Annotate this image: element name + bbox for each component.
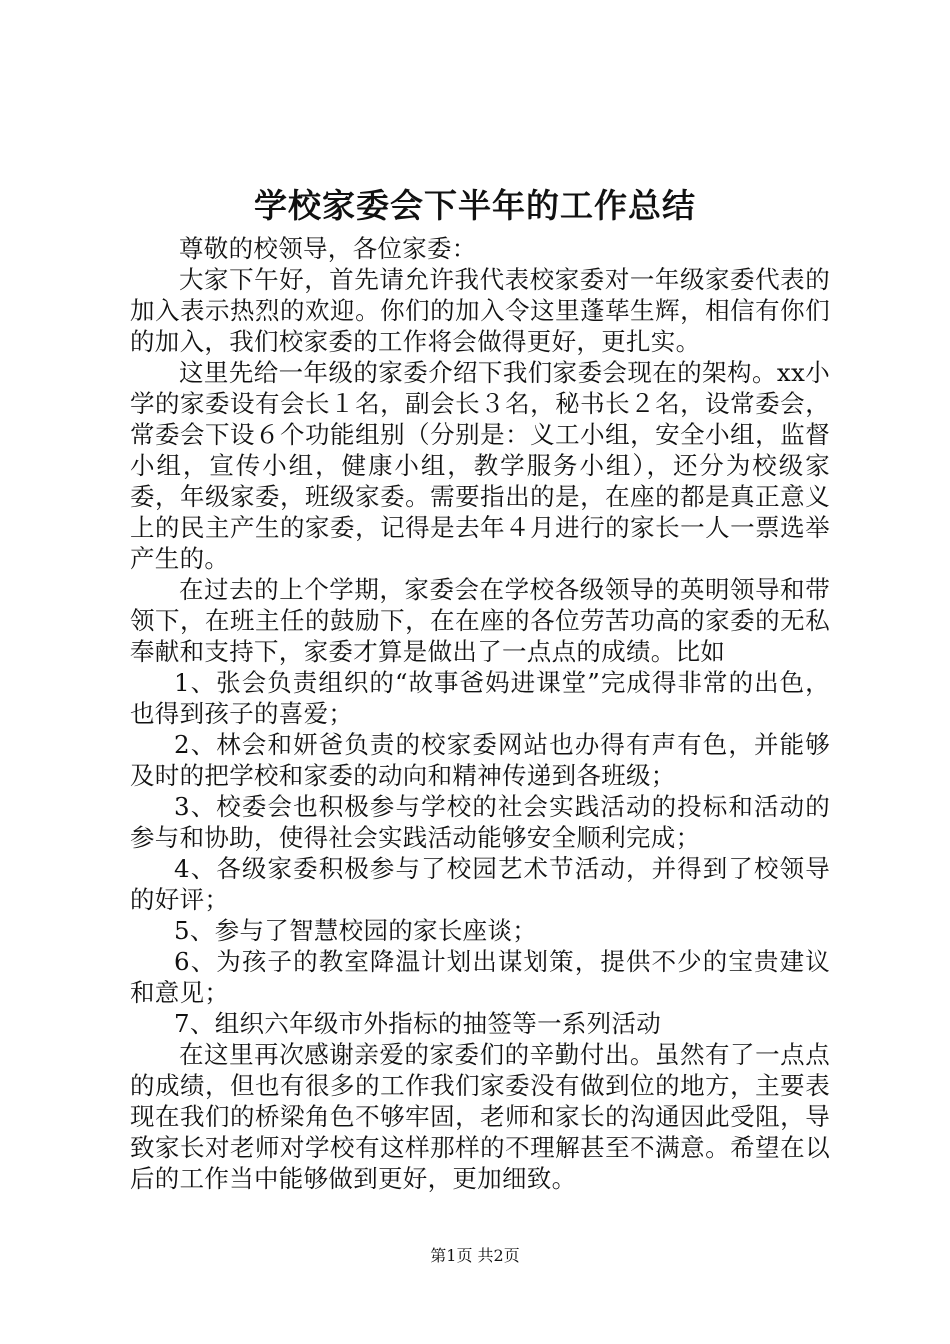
list-item-1: 1、张会负责组织的“故事爸妈进课堂”完成得非常的出色，也得到孩子的喜爱； <box>130 668 830 728</box>
document-title: 学校家委会下半年的工作总结 <box>254 186 696 225</box>
list-item-5: 5、参与了智慧校园的家长座谈； <box>174 916 538 945</box>
paragraph-achievements: 在过去的上个学期，家委会在学校各级领导的英明领导和带领下，在班主任的鼓励下，在在座的各位劳苦功高的家委的无私奉献和支持下，家委才算是做出了一点点的成绩。比如 <box>130 575 830 666</box>
list-item-7: 7、组织六年级市外指标的抽签等一系列活动 <box>174 1009 662 1038</box>
document-body <box>130 233 830 1194</box>
list-item-4: 4、各级家委积极参与了校园艺术节活动，并得到了校领导的好评； <box>130 854 830 914</box>
list-item-6: 6、为孩子的教室降温计划出谋划策，提供不少的宝贵建议和意见； <box>130 947 830 1007</box>
list-item-2: 2、林会和妍爸负责的校家委网站也办得有声有色，并能够及时的把学校和家委的动向和精神传递到各班级； <box>130 730 830 790</box>
list-item-3: 3、校委会也积极参与学校的社会实践活动的投标和活动的参与和协助，使得社会实践活动能够安全顺利完成； <box>130 792 830 852</box>
page-footer: 第1页 共2页 <box>430 1246 520 1265</box>
paragraph-closing: 在这里再次感谢亲爱的家委们的辛勤付出。虽然有了一点点的成绩，但也有很多的工作我们家委没有做到位的地方，主要表现在我们的桥梁角色不够牢固，老师和家长的沟通因此受阻，导致家长对老师对学校有这样那样的不理解甚至不满意。希望在以后的工作当中能够做到更好，更加细致。 <box>130 1040 830 1193</box>
salutation: 尊敬的校领导，各位家委： <box>179 234 477 263</box>
paragraph-intro: 大家下午好，首先请允许我代表校家委对一年级家委代表的加入表示热烈的欢迎。你们的加入令这里蓬荜生辉，相信有你们的加入，我们校家委的工作将会做得更好，更扎实。 <box>130 265 830 356</box>
paragraph-structure: 这里先给一年级的家委介绍下我们家委会现在的架构。xx小学的家委设有会长１名，副会长３名，秘书长２名，设常委会，常委会下设６个功能组别（分别是：义工小组，安全小组，监督小组，宣传小组，健康小组，教学服务小组），还分为校级家委，年级家委，班级家委。需要指出的是，在座的都是真正意义上的民主产生的家委，记得是去年４月进行的家长一人一票选举产生的。 <box>130 358 830 573</box>
